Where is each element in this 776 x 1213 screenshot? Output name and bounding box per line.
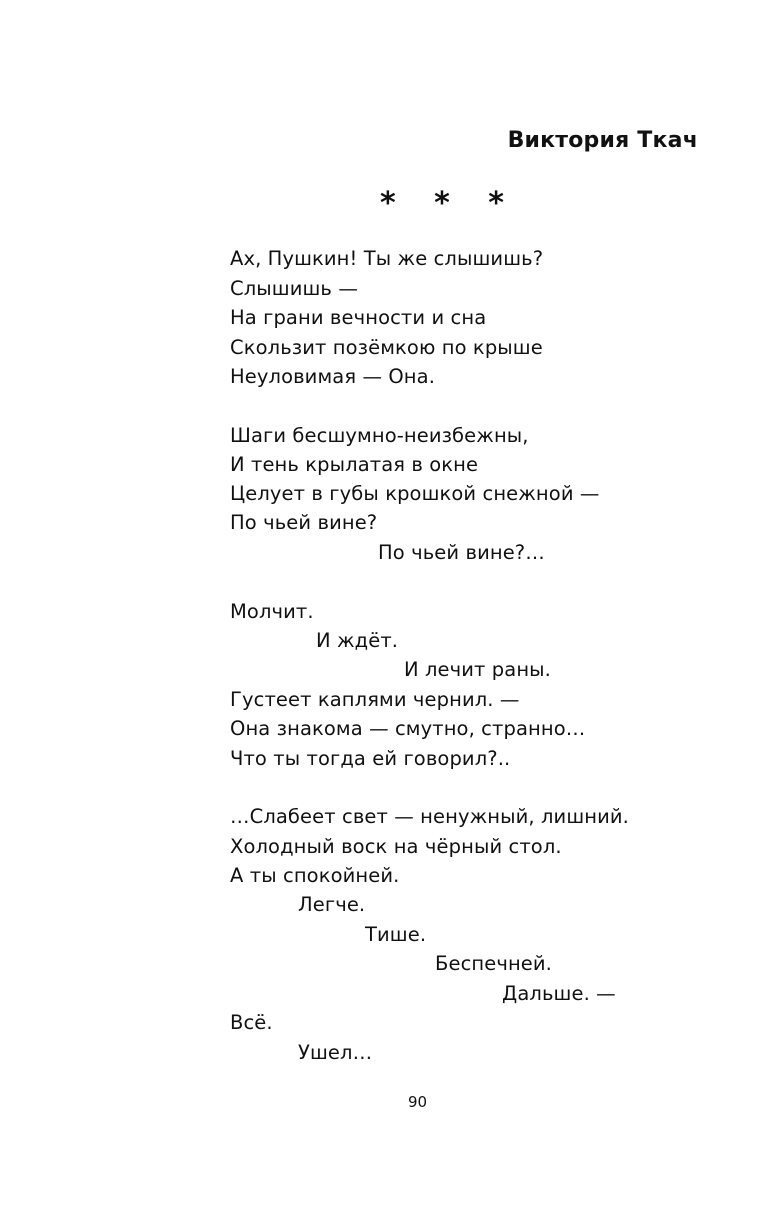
poem-line: Целует в губы крошкой снежной — [230, 482, 600, 505]
author-name: Виктория Ткач [507, 128, 698, 153]
poem-line: И ждёт. [316, 629, 399, 652]
poem-line: …Слабеет свет — ненужный, лишний. [230, 805, 629, 828]
section-separator: * * * [380, 186, 518, 221]
poem-line: Ушел… [298, 1041, 373, 1064]
poem-line: Холодный воск на чёрный стол. [230, 835, 562, 858]
poem-line: Густеет каплями чернил. — [230, 688, 520, 711]
poem-line: Всё. [230, 1011, 273, 1034]
poem-line: На грани вечности и сна [230, 306, 487, 329]
poem-line: Беспечней. [435, 952, 552, 975]
poem-line: Скользит позёмкою по крыше [230, 336, 543, 359]
poem-line: Легче. [298, 893, 366, 916]
poem-line: А ты спокойней. [230, 864, 400, 887]
poem-line: По чьей вине?… [378, 541, 545, 564]
poem-line: Дальше. — [502, 982, 616, 1005]
poem-line: Ах, Пушкин! Ты же слышишь? [230, 247, 544, 270]
poem-line: Неуловимая — Она. [230, 365, 435, 388]
poem-line: Молчит. [230, 600, 314, 623]
poem-line: Слышишь — [230, 277, 358, 300]
poem-line: И лечит раны. [404, 658, 551, 681]
poem-line: Тише. [365, 923, 427, 946]
poem-line: И тень крылатая в окне [230, 453, 479, 476]
poem-line: По чьей вине? [230, 511, 378, 534]
poem-line: Она знакома — смутно, странно… [230, 717, 586, 740]
poem-line: Шаги бесшумно-неизбежны, [230, 424, 529, 447]
page-number: 90 [408, 1093, 428, 1111]
poem-line: Что ты тогда ей говорил?.. [230, 747, 511, 770]
